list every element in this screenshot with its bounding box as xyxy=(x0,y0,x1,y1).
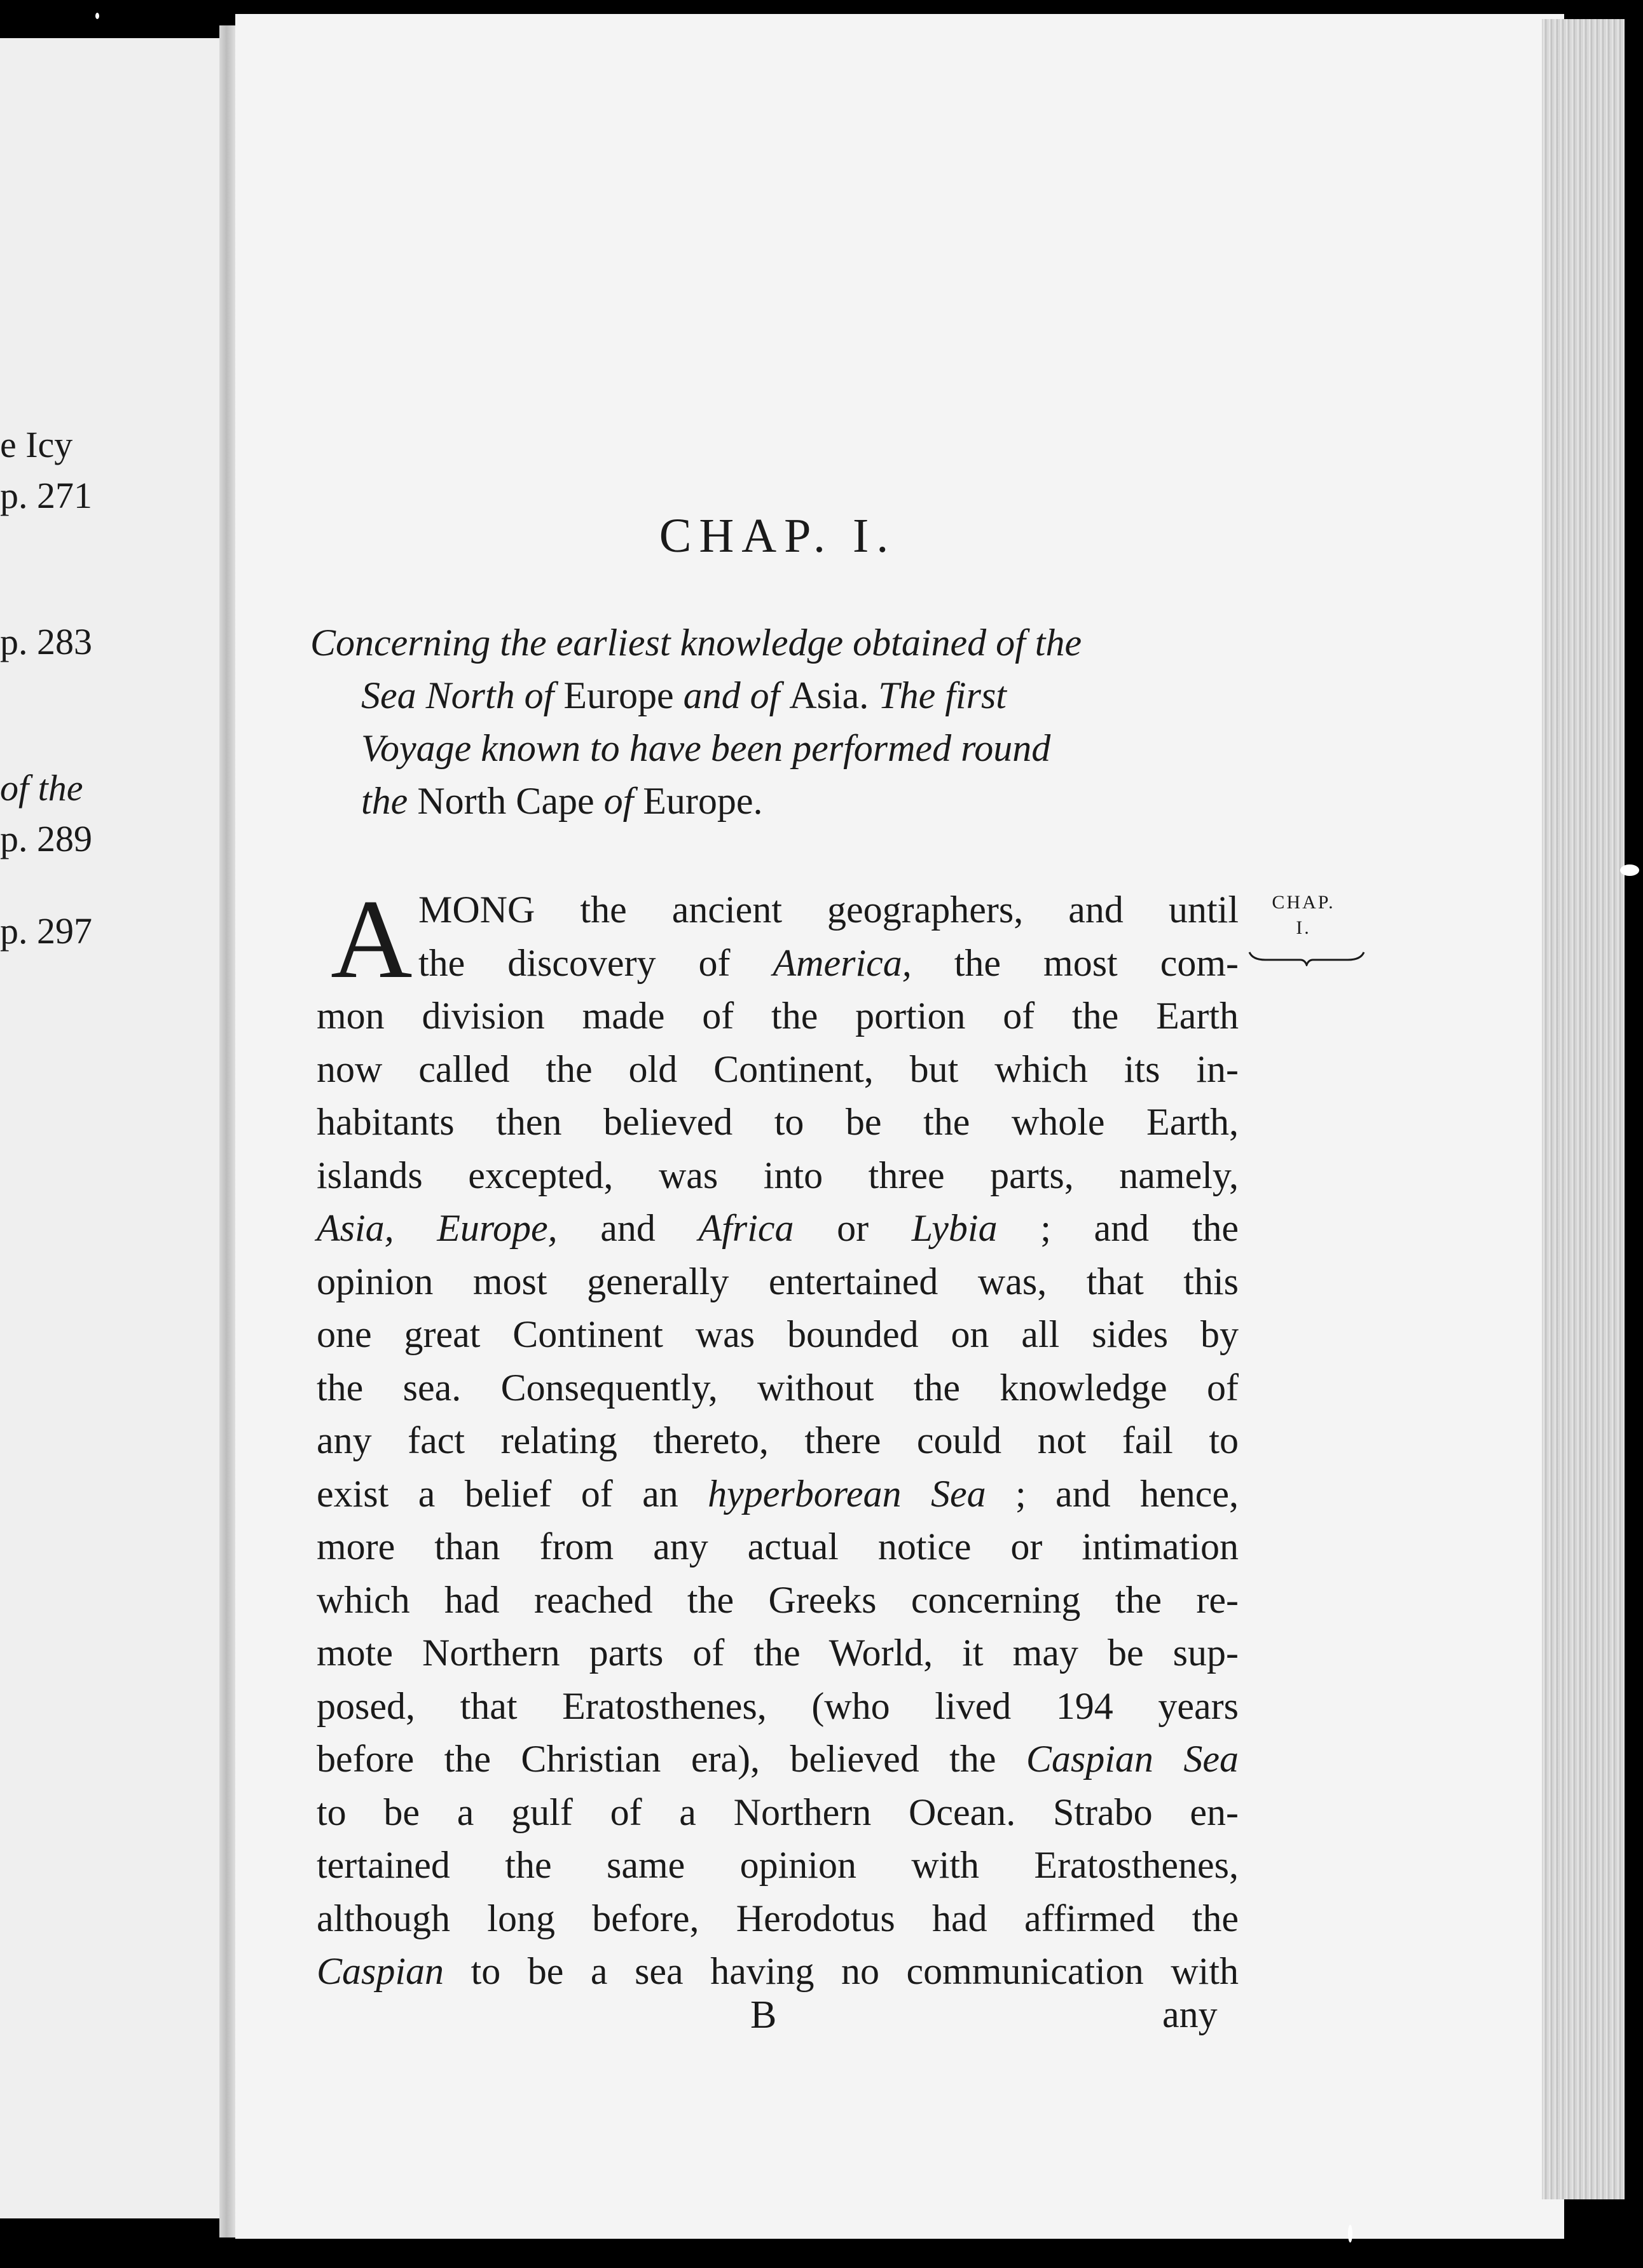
text-run: opinion most generally entertained was, that this xyxy=(317,1260,1239,1302)
body-line xyxy=(317,937,1239,990)
text-run: which had reached the Greeks concerning the re- xyxy=(317,1578,1239,1621)
body-line xyxy=(317,1308,1239,1362)
text-run: hyperborean Sea xyxy=(708,1472,986,1515)
signature-mark: B xyxy=(750,1993,777,2037)
drop-cap: A xyxy=(331,876,413,1002)
text-run: and of xyxy=(683,674,790,716)
toc-fragment: of the xyxy=(0,767,83,809)
scan-speck xyxy=(1620,864,1639,876)
text-run: Asia. xyxy=(789,674,879,716)
text-run: posed, that Eratosthenes, (who lived 194 years xyxy=(317,1684,1239,1727)
summary-line xyxy=(310,617,1220,669)
summary-line xyxy=(310,775,1220,828)
text-run: the xyxy=(361,780,418,822)
text-run: Voyage known to have been performed round xyxy=(361,727,1051,769)
body-line xyxy=(317,1043,1239,1096)
body-line xyxy=(317,1627,1239,1680)
text-run: Europe, xyxy=(437,1207,558,1249)
text-run: mon division made of the portion of the Earth xyxy=(317,995,1239,1037)
toc-fragment: e Icy xyxy=(0,424,73,465)
toc-fragment: p. 289 xyxy=(0,818,92,859)
text-run: The first xyxy=(878,674,1007,716)
body-line xyxy=(317,1786,1239,1840)
body-line xyxy=(317,1468,1239,1521)
body-line xyxy=(317,1202,1239,1255)
chapter-summary xyxy=(310,617,1220,828)
text-run: the discovery of xyxy=(418,941,773,984)
text-run: America, xyxy=(773,941,912,984)
body-line xyxy=(317,1733,1239,1786)
text-run: Europe xyxy=(563,674,684,716)
margin-note-line-2: I. xyxy=(1296,917,1311,938)
summary-line xyxy=(310,722,1220,775)
chapter-heading: CHAP. I. xyxy=(659,509,897,563)
body-line xyxy=(317,1096,1239,1149)
text-run: Caspian xyxy=(317,1950,444,1992)
text-run: Lybia xyxy=(911,1207,998,1249)
text-run: any fact relating thereto, there could not fail to xyxy=(317,1419,1239,1461)
text-run: MONG the ancient geographers, and until xyxy=(418,889,1239,931)
text-run: to be a sea having no communication with xyxy=(444,1950,1239,1992)
body-line xyxy=(317,1520,1239,1574)
margin-brace-icon xyxy=(1246,947,1367,966)
text-run: Concerning the earliest knowledge obtained of the xyxy=(310,622,1082,664)
page-edge-stack xyxy=(1542,19,1625,2199)
body-line xyxy=(317,1680,1239,1733)
book-gutter xyxy=(219,25,237,2237)
text-run: of xyxy=(603,780,643,822)
text-run: one great Continent was bounded on all sides by xyxy=(317,1313,1239,1355)
text-run: Sea North of xyxy=(361,674,564,716)
text-run: the most com- xyxy=(911,941,1239,984)
summary-line xyxy=(310,669,1220,722)
body-line xyxy=(317,1839,1239,1892)
body-line xyxy=(317,1362,1239,1415)
body-line xyxy=(317,990,1239,1043)
text-run: ; and the xyxy=(997,1207,1239,1249)
scan-speck xyxy=(1348,2225,1352,2243)
body-line xyxy=(317,1414,1239,1468)
toc-fragment: p. 297 xyxy=(0,910,92,952)
catchword: any xyxy=(1162,1993,1218,2035)
toc-fragment: p. 283 xyxy=(0,621,92,662)
previous-page xyxy=(0,38,229,2218)
body-text xyxy=(317,876,1239,1998)
scan-speck xyxy=(95,13,99,19)
text-run xyxy=(394,1207,437,1249)
text-run: Caspian Sea xyxy=(1026,1738,1239,1780)
text-run: now called the old Continent, but which its in- xyxy=(317,1048,1239,1090)
text-run: or xyxy=(794,1207,912,1249)
text-run: more than from any actual notice or intimation xyxy=(317,1526,1239,1568)
text-run: the sea. Consequently, without the knowledge of xyxy=(317,1366,1239,1409)
text-run: ; and hence, xyxy=(986,1472,1239,1515)
text-run: exist a belief of an xyxy=(317,1472,708,1515)
text-run: before the Christian era), believed the xyxy=(317,1738,1026,1780)
body-line xyxy=(317,1255,1239,1309)
body-line xyxy=(317,1892,1239,1946)
text-run: Europe. xyxy=(643,780,763,822)
text-run: Africa xyxy=(698,1207,794,1249)
body-line xyxy=(317,1574,1239,1627)
margin-note-line-1: CHAP. xyxy=(1272,892,1335,913)
text-run: islands excepted, was into three parts, namely, xyxy=(317,1154,1239,1196)
toc-fragment: p. 271 xyxy=(0,475,92,516)
text-run: although long before, Herodotus had affirmed the xyxy=(317,1897,1239,1939)
text-run: habitants then believed to be the whole Earth, xyxy=(317,1101,1239,1143)
body-line xyxy=(317,884,1239,937)
body-line xyxy=(317,1945,1239,1998)
text-run: to be a gulf of a Northern Ocean. Strabo en- xyxy=(317,1791,1239,1833)
text-run: Asia, xyxy=(317,1207,394,1249)
body-line xyxy=(317,1149,1239,1203)
text-run: tertained the same opinion with Eratosthenes, xyxy=(317,1844,1239,1886)
text-run: mote Northern parts of the World, it may be sup- xyxy=(317,1632,1239,1674)
margin-note xyxy=(1249,890,1358,941)
text-run: North Cape xyxy=(417,780,604,822)
text-run: and xyxy=(557,1207,699,1249)
